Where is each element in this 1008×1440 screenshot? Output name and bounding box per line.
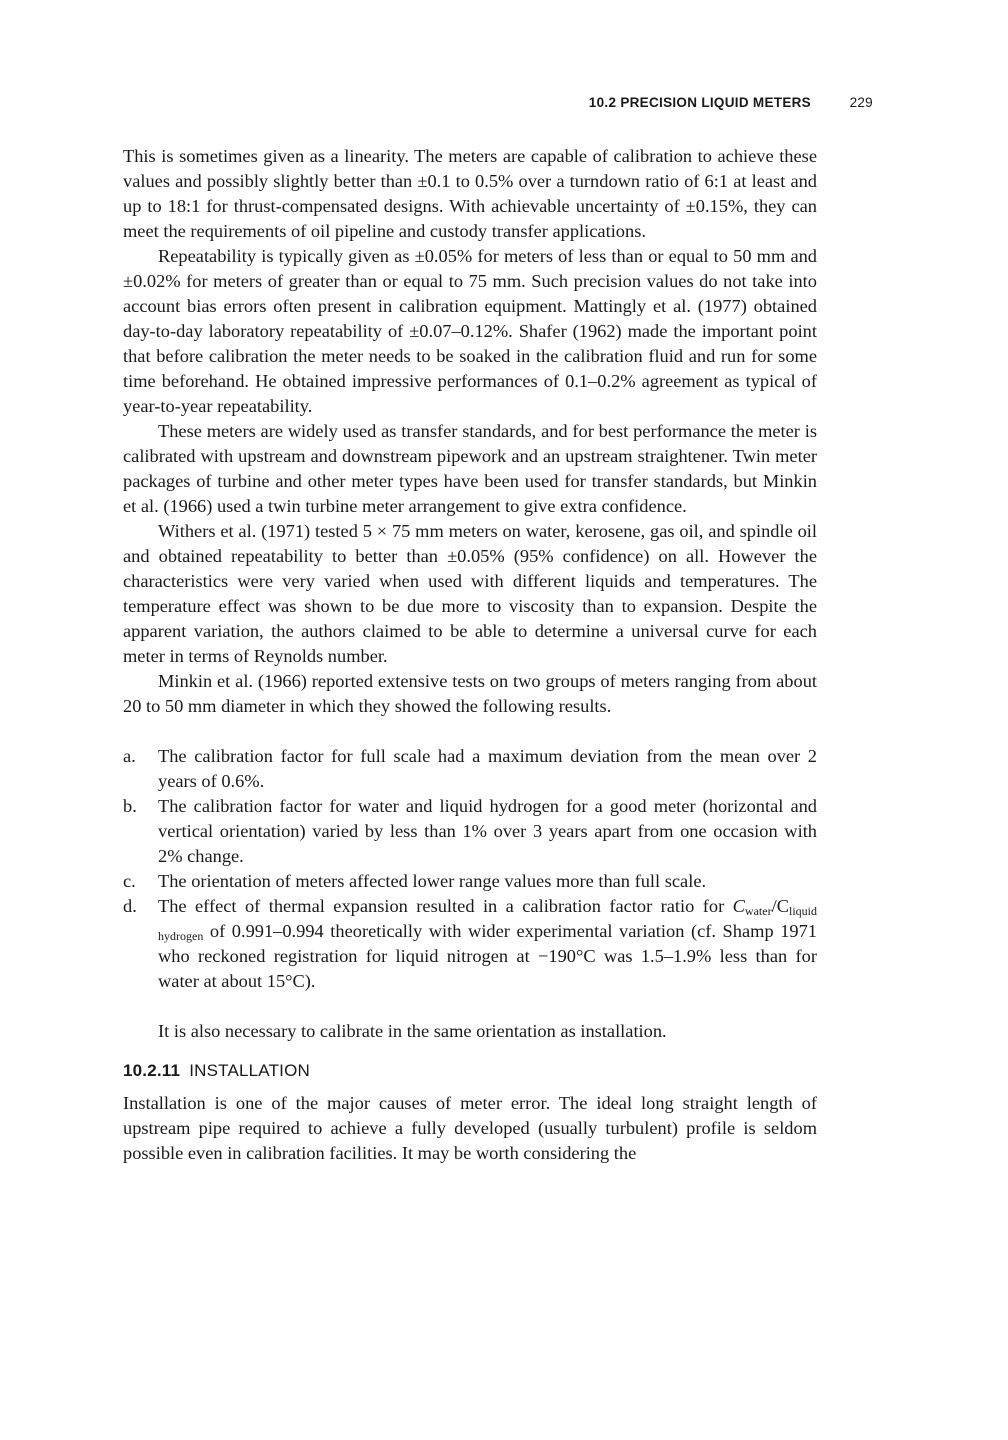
list-item-text: The orientation of meters affected lower range values more than full scale. [158, 871, 707, 891]
calibration-symbol-2: C [776, 896, 789, 916]
list-item-b [123, 794, 817, 869]
subsection-number: 10.2.11 [123, 1061, 181, 1080]
paragraph-linearity: This is sometimes given as a linearity. The meters are capable of calibration to achieve these values and possibly slightly better than ±0.1 to 0.5% over a turndown ratio of 6:1 at least and up to 18:1 for thrust-compensated designs. With achievable uncertainty of ±0.15%, they can meet the requirements of oil pipeline and custody transfer applications. [123, 146, 817, 241]
results-list [123, 744, 817, 994]
list-item-text-end: of 0.991–0.994 theoretically with wider experimental variation (cf. Shamp 1971 who reckoned registration for liquid nitrogen at −190°C was 1.5–1.9% less than for water at about 15°C). [158, 921, 817, 991]
list-item-text-start: The effect of thermal expansion resulted in a calibration factor ratio for [158, 896, 733, 916]
running-header [120, 93, 873, 115]
list-item-text: The calibration factor for full scale had a maximum deviation from the mean over 2 years of 0.6%. [158, 746, 817, 791]
paragraph-repeatability: Repeatability is typically given as ±0.05% for meters of less than or equal to 50 mm and ±0.02% for meters of greater than or equal to 75 mm. Such precision values do not take into account bias errors often present in calibration equipment. Mattingly et al. (1977) obtained day-to-day laboratory repeatability of ±0.07–0.12%. Shafer (1962) made the important point that before calibration the meter needs to be soaked in the calibration fluid and run for some time beforehand. He obtained impressive performances of 0.1–0.2% agreement as typical of year-to-year repeatability. [123, 246, 817, 416]
calibration-symbol: C [732, 896, 745, 916]
subsection-heading [123, 1057, 817, 1085]
list-item-text: The calibration factor for water and liquid hydrogen for a good meter (horizontal and vertical orientation) varied by less than 1% over 3 years apart from one occasion with 2% change. [158, 796, 817, 866]
paragraph-installation: Installation is one of the major causes of meter error. The ideal long straight length of upstream pipe required to achieve a fully developed (usually turbulent) profile is seldom possible even in calibration facilities. It may be worth considering the [123, 1093, 817, 1163]
list-marker: b. [123, 796, 137, 816]
list-item-c [123, 869, 817, 894]
subscript-water: water [744, 904, 772, 918]
paragraph-minkin: Minkin et al. (1966) reported extensive tests on two groups of meters ranging from about 20 to 50 mm diameter in which they showed the following results. [123, 671, 817, 716]
paragraph-orientation: It is also necessary to calibrate in the same orientation as installation. [158, 1021, 667, 1041]
ratio-slash: / [771, 896, 777, 916]
subsection-title: INSTALLATION [189, 1061, 310, 1080]
paragraph-transfer-standards: These meters are widely used as transfer standards, and for best performance the meter is calibrated with upstream and downstream pipework and an upstream straightener. Twin meter packages of turbine and other meter types have been used for transfer standards, but Minkin et al. (1966) used a twin turbine meter arrangement to give extra confidence. [123, 421, 817, 516]
list-marker: a. [123, 746, 136, 766]
paragraph-withers: Withers et al. (1971) tested 5 × 75 mm meters on water, kerosene, gas oil, and spindle oil and obtained repeatability to better than ±0.05% (95% confidence) on all. However the characteristics were very varied when used with different liquids and temperatures. The temperature effect was shown to be due more to viscosity than to expansion. Despite the apparent variation, the authors claimed to be able to determine a universal curve for each meter in terms of Reynolds number. [123, 521, 817, 666]
list-item-a [123, 744, 817, 794]
subscript-liquid-hydrogen: liquid hydrogen [158, 904, 817, 943]
list-marker: d. [123, 896, 137, 916]
list-marker: c. [123, 871, 136, 891]
running-header-section-title: 10.2 PRECISION LIQUID METERS [588, 95, 811, 110]
body-text [123, 144, 817, 1166]
list-item-d [123, 894, 817, 994]
page-number: 229 [849, 95, 873, 110]
